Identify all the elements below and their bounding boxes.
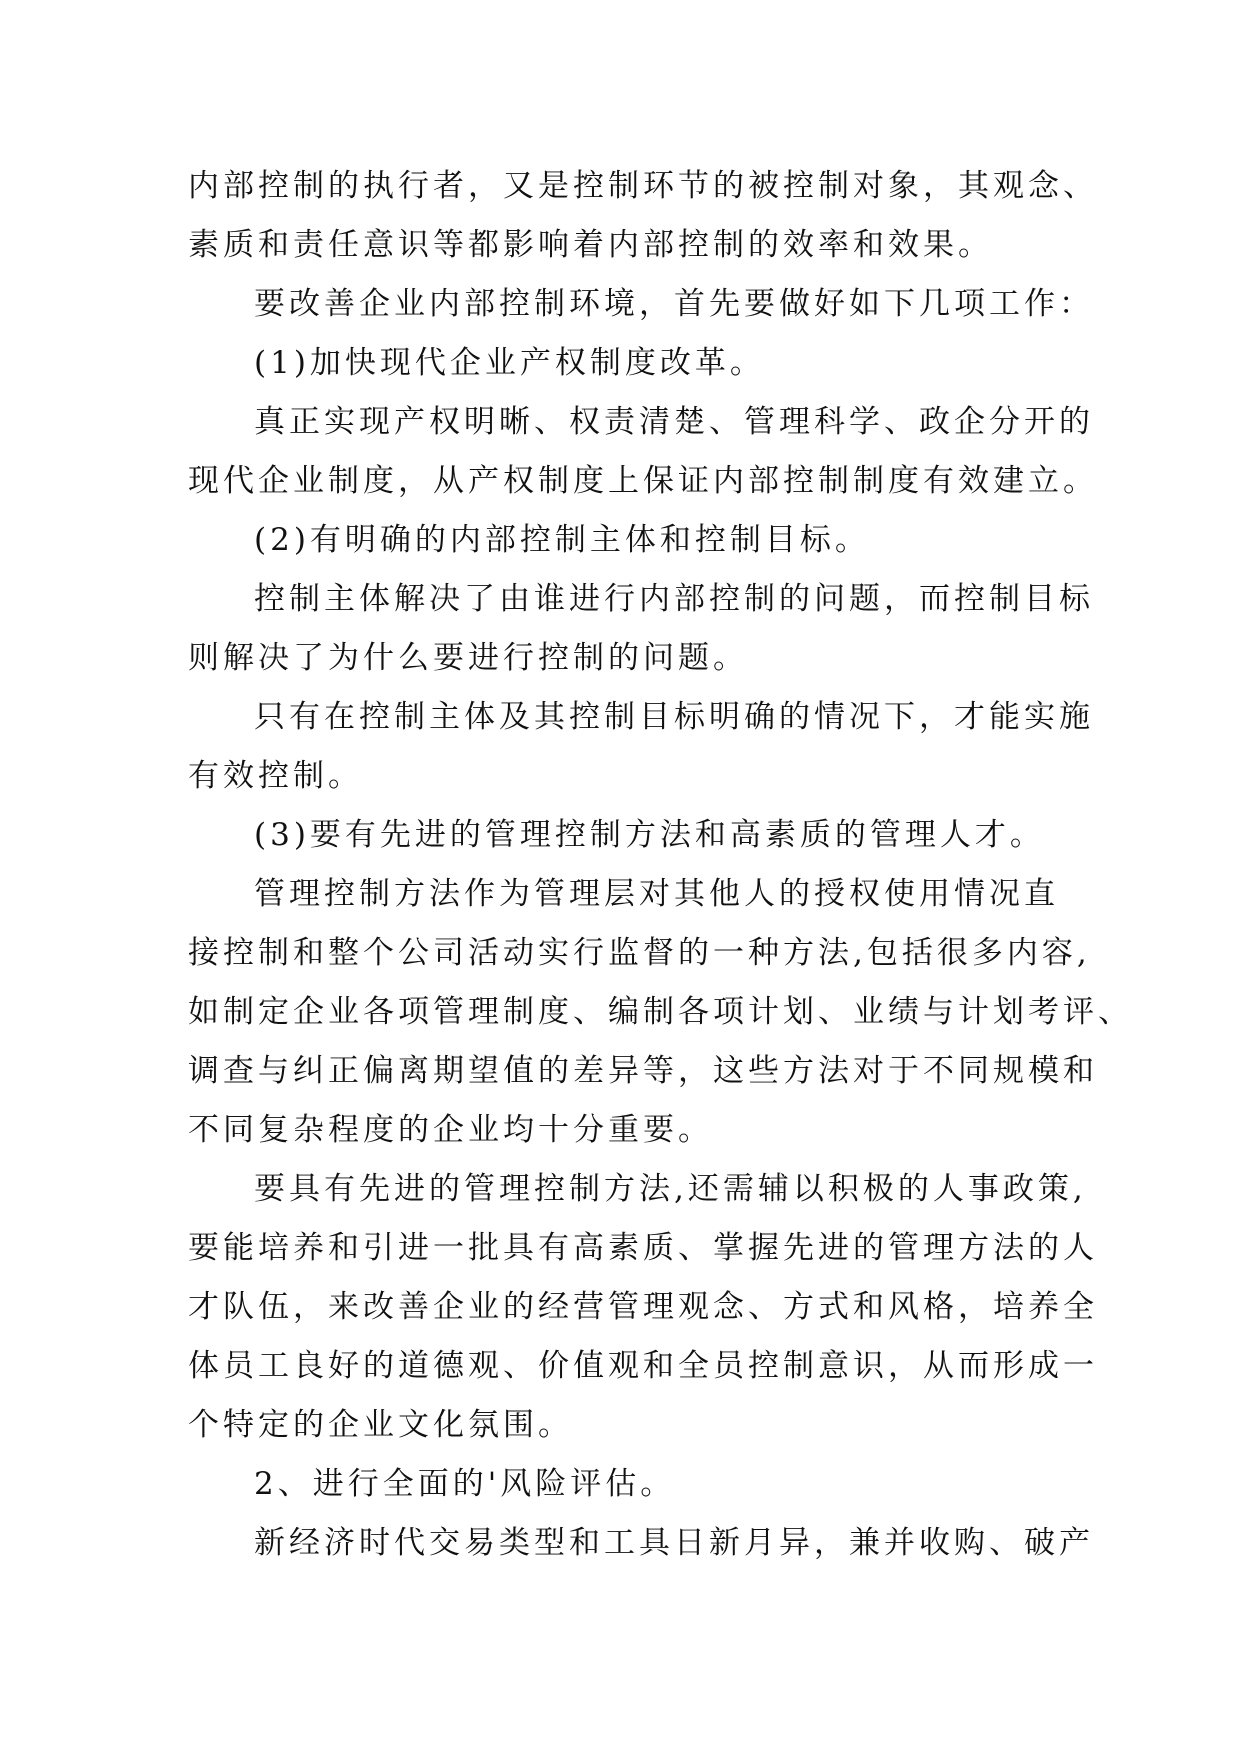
text-line: 素质和责任意识等都影响着内部控制的效率和效果。 bbox=[188, 227, 993, 263]
text-line: 2、进行全面的'风险评估。 bbox=[254, 1466, 676, 1502]
text-line: 只有在控制主体及其控制目标明确的情况下，才能实施 bbox=[254, 699, 1094, 735]
text-line: 要能培养和引进一批具有高素质、掌握先进的管理方法的人 bbox=[188, 1230, 1098, 1266]
text-line: 新经济时代交易类型和工具日新月异，兼并收购、破产 bbox=[254, 1525, 1094, 1561]
text-line: 要具有先进的管理控制方法,还需辅以积极的人事政策, bbox=[254, 1171, 1087, 1207]
text-line: 如制定企业各项管理制度、编制各项计划、业绩与计划考评、 bbox=[188, 994, 1133, 1030]
text-line: 则解决了为什么要进行控制的问题。 bbox=[188, 640, 748, 676]
text-line: 管理控制方法作为管理层对其他人的授权使用情况直 bbox=[254, 876, 1059, 912]
text-line: (3)要有先进的管理控制方法和高素质的管理人才。 bbox=[254, 817, 1045, 853]
text-line: 现代企业制度，从产权制度上保证内部控制制度有效建立。 bbox=[188, 463, 1098, 499]
text-line: (1)加快现代企业产权制度改革。 bbox=[254, 345, 765, 381]
text-line: 控制主体解决了由谁进行内部控制的问题，而控制目标 bbox=[254, 581, 1094, 617]
text-line: 调查与纠正偏离期望值的差异等，这些方法对于不同规模和 bbox=[188, 1053, 1098, 1089]
text-line: 体员工良好的道德观、价值观和全员控制意识，从而形成一 bbox=[188, 1348, 1098, 1384]
text-line: 接控制和整个公司活动实行监督的一种方法,包括很多内容, bbox=[188, 935, 1091, 971]
text-line: 个特定的企业文化氛围。 bbox=[188, 1407, 573, 1443]
text-line: 内部控制的执行者，又是控制环节的被控制对象，其观念、 bbox=[188, 168, 1098, 204]
text-line: 有效控制。 bbox=[188, 758, 363, 794]
text-line: 才队伍，来改善企业的经营管理观念、方式和风格，培养全 bbox=[188, 1289, 1098, 1325]
text-line: (2)有明确的内部控制主体和控制目标。 bbox=[254, 522, 870, 558]
document-body bbox=[188, 157, 1133, 1573]
text-line: 不同复杂程度的企业均十分重要。 bbox=[188, 1112, 713, 1148]
text-line: 真正实现产权明晰、权责清楚、管理科学、政企分开的 bbox=[254, 404, 1094, 440]
text-line: 要改善企业内部控制环境，首先要做好如下几项工作： bbox=[254, 286, 1094, 322]
